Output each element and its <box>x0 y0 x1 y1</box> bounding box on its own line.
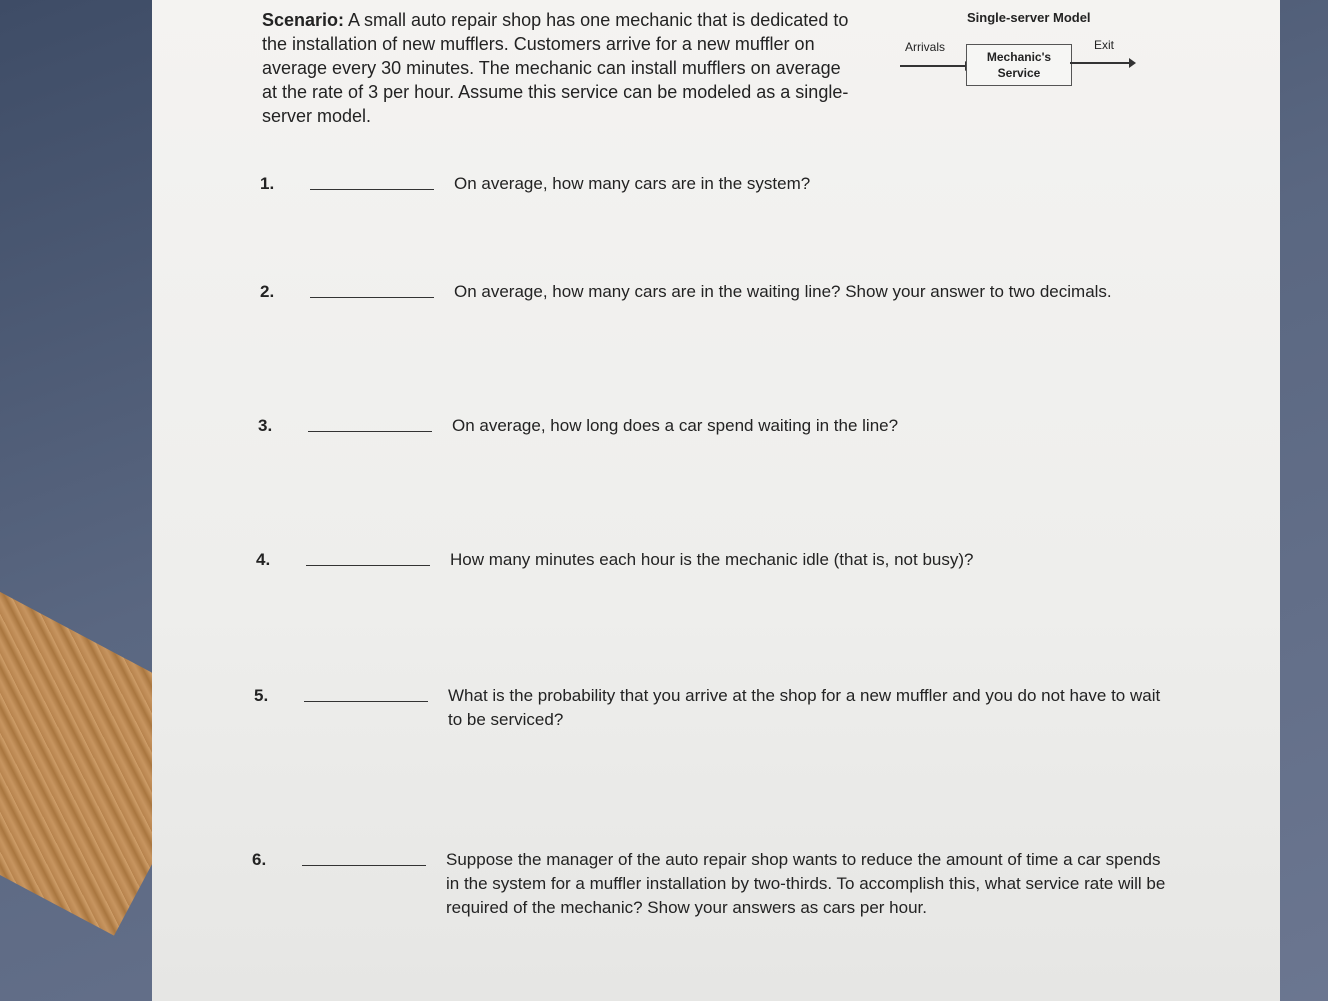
question-text: How many minutes each hour is the mechanic idle (that is, not busy)? <box>450 550 974 569</box>
answer-blank[interactable] <box>302 865 426 866</box>
worksheet-paper <box>152 0 1280 1001</box>
scenario-text: A small auto repair shop has one mechanic that is dedicated to the installation of new mufflers. Customers arrive for a new muffler on average every 30 minutes. The mechanic can install mufflers on average at the rate of 3 per hour. Assume this service can be modeled as a single-server model. <box>262 10 849 126</box>
question-number: 1. <box>260 174 275 193</box>
question-number: 2. <box>260 282 275 301</box>
server-box <box>966 44 1072 86</box>
question-text: On average, how many cars are in the waiting line? Show your answer to two decimals. <box>454 282 1112 301</box>
question-number: 3. <box>258 416 273 435</box>
question-text: On average, how long does a car spend waiting in the line? <box>452 416 899 435</box>
answer-blank[interactable] <box>310 297 434 298</box>
answer-blank[interactable] <box>306 565 430 566</box>
question-text: What is the probability that you arrive at the shop for a new muffler and you do not have to wait to be serviced? <box>448 686 1161 729</box>
arrivals-label: Arrivals <box>905 40 946 54</box>
server-label-line1: Mechanic's <box>986 50 1052 64</box>
scenario-paragraph <box>262 8 852 128</box>
exit-label: Exit <box>1094 38 1115 52</box>
answer-blank[interactable] <box>310 189 434 190</box>
question-number: 5. <box>254 686 269 705</box>
question-text: Suppose the manager of the auto repair shop wants to reduce the amount of time a car spends in the system for a muffler installation by two-thirds. To accomplish this, what service rate will be required of the mechanic? Show your answers as cars per hour. <box>446 850 1166 917</box>
answer-blank[interactable] <box>308 431 432 432</box>
arrivals-arrow <box>900 65 966 67</box>
question-text: On average, how many cars are in the system? <box>454 174 811 193</box>
question-number: 6. <box>252 850 267 869</box>
answer-blank[interactable] <box>304 701 428 702</box>
exit-arrow <box>1070 62 1130 64</box>
diagram-title: Single-server Model <box>967 10 1091 25</box>
server-label-line2: Service <box>997 66 1041 80</box>
scenario-label: Scenario: <box>262 10 345 30</box>
question-number: 4. <box>256 550 271 569</box>
